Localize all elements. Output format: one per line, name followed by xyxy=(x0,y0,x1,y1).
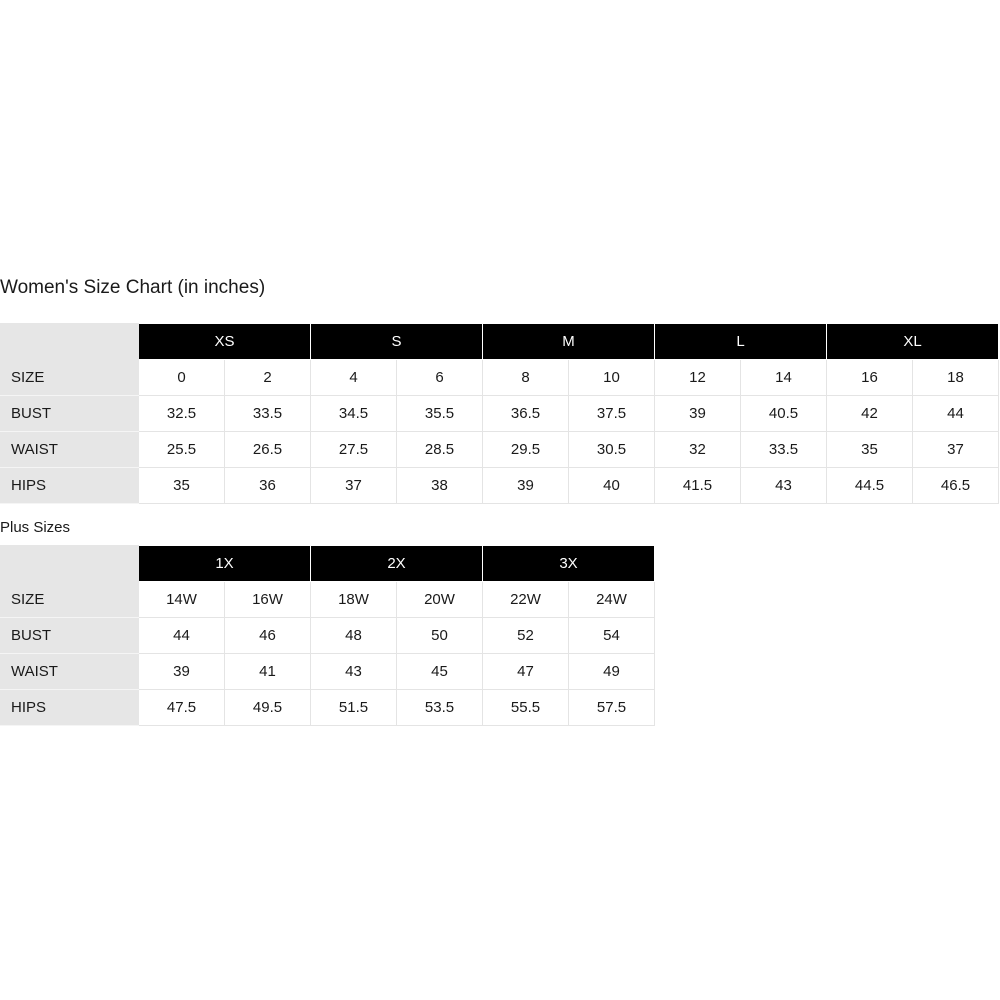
header-corner-cell xyxy=(1,546,139,582)
size-group-header: 1X xyxy=(139,546,311,582)
table-cell: 47 xyxy=(483,654,569,690)
table-cell: 52 xyxy=(483,618,569,654)
table-cell: 32 xyxy=(655,432,741,468)
table-cell: 40.5 xyxy=(741,396,827,432)
table-cell: 49.5 xyxy=(225,690,311,726)
table-cell: 8 xyxy=(483,360,569,396)
table-cell: 14W xyxy=(139,582,225,618)
size-group-header: L xyxy=(655,324,827,360)
table-cell: 32.5 xyxy=(139,396,225,432)
size-group-header: M xyxy=(483,324,655,360)
table-cell: 39 xyxy=(139,654,225,690)
page-title: Women's Size Chart (in inches) xyxy=(0,277,266,298)
table-cell: 46.5 xyxy=(913,468,999,504)
table-row xyxy=(1,618,655,654)
table-cell: 50 xyxy=(397,618,483,654)
table-cell: 54 xyxy=(569,618,655,654)
table-row xyxy=(1,396,999,432)
table-cell: 36 xyxy=(225,468,311,504)
table-cell: 6 xyxy=(397,360,483,396)
table-cell: 25.5 xyxy=(139,432,225,468)
table-cell: 44 xyxy=(913,396,999,432)
table-cell: 27.5 xyxy=(311,432,397,468)
plus-sizes-title: Plus Sizes xyxy=(0,519,71,536)
table-cell: 39 xyxy=(655,396,741,432)
table-cell: 43 xyxy=(311,654,397,690)
table-cell: 46 xyxy=(225,618,311,654)
table-cell: 22W xyxy=(483,582,569,618)
table-cell: 20W xyxy=(397,582,483,618)
table-row xyxy=(1,582,655,618)
size-chart-table xyxy=(0,323,999,504)
table-cell: 26.5 xyxy=(225,432,311,468)
table-cell: 33.5 xyxy=(225,396,311,432)
table-cell: 41.5 xyxy=(655,468,741,504)
table-cell: 43 xyxy=(741,468,827,504)
header-corner-cell xyxy=(1,324,139,360)
table-cell: 2 xyxy=(225,360,311,396)
table-row xyxy=(1,654,655,690)
table-cell: 37 xyxy=(311,468,397,504)
table-cell: 38 xyxy=(397,468,483,504)
table-row xyxy=(1,690,655,726)
row-label: WAIST xyxy=(1,654,139,690)
table-cell: 30.5 xyxy=(569,432,655,468)
table-cell: 53.5 xyxy=(397,690,483,726)
row-label: HIPS xyxy=(1,468,139,504)
table-cell: 12 xyxy=(655,360,741,396)
table-cell: 24W xyxy=(569,582,655,618)
table-row xyxy=(1,432,999,468)
table-cell: 28.5 xyxy=(397,432,483,468)
table-cell: 45 xyxy=(397,654,483,690)
table-cell: 16W xyxy=(225,582,311,618)
table-cell: 4 xyxy=(311,360,397,396)
table-cell: 35 xyxy=(827,432,913,468)
table-cell: 47.5 xyxy=(139,690,225,726)
table-cell: 36.5 xyxy=(483,396,569,432)
table-cell: 40 xyxy=(569,468,655,504)
table-cell: 35 xyxy=(139,468,225,504)
table-cell: 16 xyxy=(827,360,913,396)
table-cell: 29.5 xyxy=(483,432,569,468)
size-group-header: S xyxy=(311,324,483,360)
row-label: HIPS xyxy=(1,690,139,726)
table-row xyxy=(1,360,999,396)
table-cell: 35.5 xyxy=(397,396,483,432)
size-group-header-row xyxy=(1,546,655,582)
table-row xyxy=(1,468,999,504)
size-group-header: XS xyxy=(139,324,311,360)
table-cell: 48 xyxy=(311,618,397,654)
table-cell: 33.5 xyxy=(741,432,827,468)
table-cell: 18 xyxy=(913,360,999,396)
table-cell: 49 xyxy=(569,654,655,690)
size-group-header: XL xyxy=(827,324,999,360)
table-cell: 18W xyxy=(311,582,397,618)
plus-size-chart-table xyxy=(0,545,655,726)
row-label: WAIST xyxy=(1,432,139,468)
table-cell: 44 xyxy=(139,618,225,654)
table-cell: 0 xyxy=(139,360,225,396)
table-cell: 55.5 xyxy=(483,690,569,726)
table-cell: 34.5 xyxy=(311,396,397,432)
table-cell: 37 xyxy=(913,432,999,468)
row-label: BUST xyxy=(1,618,139,654)
table-cell: 14 xyxy=(741,360,827,396)
table-cell: 39 xyxy=(483,468,569,504)
table-cell: 10 xyxy=(569,360,655,396)
size-group-header-row xyxy=(1,324,999,360)
table-cell: 41 xyxy=(225,654,311,690)
size-group-header: 2X xyxy=(311,546,483,582)
table-cell: 51.5 xyxy=(311,690,397,726)
table-cell: 37.5 xyxy=(569,396,655,432)
table-cell: 57.5 xyxy=(569,690,655,726)
row-label: SIZE xyxy=(1,582,139,618)
row-label: BUST xyxy=(1,396,139,432)
row-label: SIZE xyxy=(1,360,139,396)
size-group-header: 3X xyxy=(483,546,655,582)
table-cell: 42 xyxy=(827,396,913,432)
table-cell: 44.5 xyxy=(827,468,913,504)
